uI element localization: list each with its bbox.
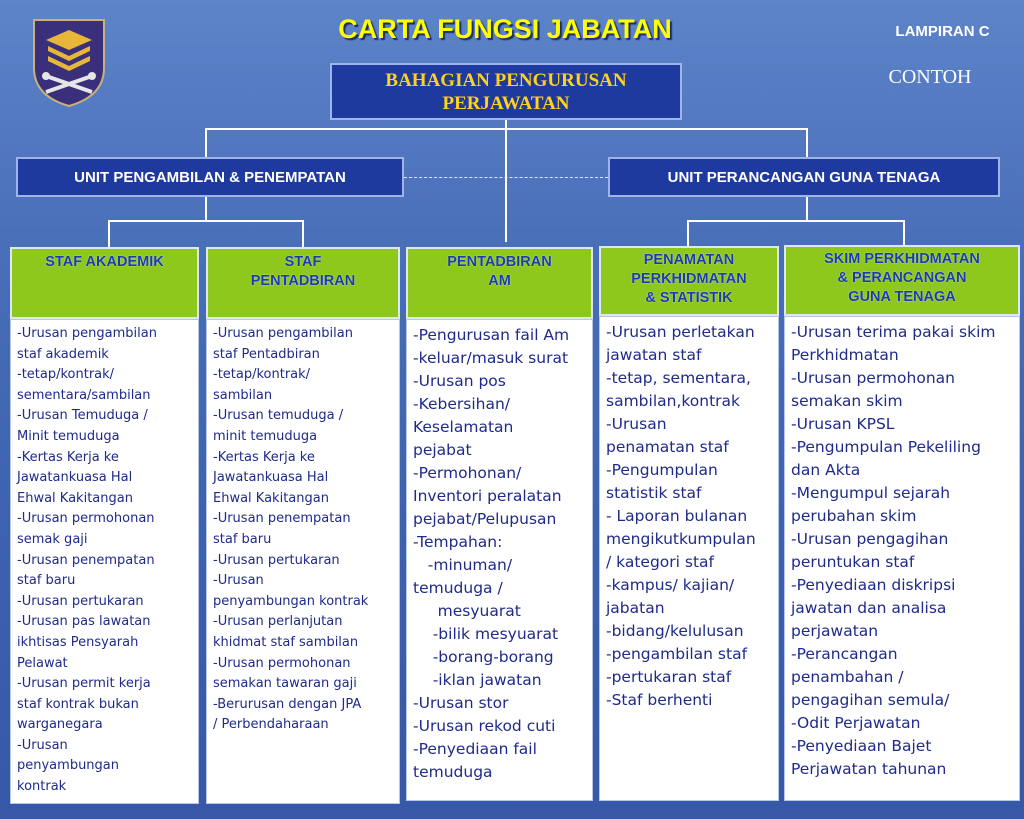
connector-right-branch bbox=[687, 220, 905, 222]
list-item: -Urusan pos bbox=[413, 372, 506, 390]
list-item: pejabat/Pelupusan bbox=[413, 510, 557, 528]
list-item: -Urusan permohonan bbox=[791, 369, 955, 387]
department-box bbox=[330, 63, 682, 120]
unit-recruitment-box: UNIT PENGAMBILAN & PENEMPATAN bbox=[16, 157, 404, 197]
header-line: AM bbox=[488, 273, 511, 289]
list-item: staf baru bbox=[17, 573, 76, 589]
header-line: & STATISTIK bbox=[645, 290, 733, 306]
list-item: -Urusan rekod cuti bbox=[413, 717, 556, 735]
connector-right-unit-down bbox=[806, 197, 808, 221]
list-item: sementara/sambilan bbox=[17, 387, 151, 403]
list-item: Perjawatan tahunan bbox=[791, 760, 947, 778]
list-item: -Permohonan/ bbox=[413, 464, 522, 482]
list-item: -tetap, sementara, bbox=[606, 369, 751, 387]
list-item: -Urusan bbox=[606, 415, 667, 433]
list-item: Minit temuduga bbox=[17, 428, 120, 444]
list-item: - Laporan bulanan bbox=[606, 507, 748, 525]
list-item: -Tempahan: bbox=[413, 533, 503, 551]
list-item: staf akademik bbox=[17, 346, 109, 362]
list-item: -Penyediaan diskripsi bbox=[791, 576, 956, 594]
list-item: -Perancangan bbox=[791, 645, 898, 663]
header-line: SKIM PERKHIDMATAN bbox=[824, 251, 980, 267]
list-item: semakan skim bbox=[791, 392, 903, 410]
list-item: penambahan / bbox=[791, 668, 904, 686]
list-item: Ehwal Kakitangan bbox=[213, 490, 329, 506]
list-item: Jawatankuasa Hal bbox=[17, 470, 133, 486]
chart-title: CARTA FUNGSI JABATAN bbox=[338, 14, 672, 44]
connector-col4 bbox=[687, 220, 689, 246]
list-item: -Kertas Kerja ke bbox=[17, 449, 119, 465]
connector-left-unit bbox=[205, 128, 207, 157]
list-item: -Urusan pengagihan bbox=[791, 530, 949, 548]
list-item: peruntukan staf bbox=[791, 553, 915, 571]
list-item: -Urusan penempatan bbox=[213, 511, 351, 527]
list-item: mengikutkumpulan bbox=[606, 530, 756, 548]
connector-left-unit-down bbox=[205, 197, 207, 221]
list-item: perjawatan bbox=[791, 622, 879, 640]
section-content-staf-pentadbiran bbox=[206, 319, 400, 804]
department-name-line2: PERJAWATAN bbox=[442, 92, 570, 114]
list-item: / kategori staf bbox=[606, 553, 715, 571]
list-item: -Urusan stor bbox=[413, 694, 509, 712]
list-item: -Penyediaan Bajet bbox=[791, 737, 932, 755]
header-line: STAF AKADEMIK bbox=[45, 254, 164, 270]
list-item: jawatan staf bbox=[606, 346, 702, 364]
section-content-pentadbiran-am bbox=[406, 319, 593, 801]
list-item: jawatan dan analisa bbox=[791, 599, 947, 617]
section-header-staf-akademik bbox=[10, 247, 199, 319]
connector-left-branch bbox=[108, 220, 304, 222]
list-item: -Urusan pengambilan bbox=[17, 326, 157, 341]
list-item: -keluar/masuk surat bbox=[413, 349, 569, 367]
section-header-pentadbiran-am bbox=[406, 247, 593, 319]
connector-col1 bbox=[108, 220, 110, 247]
list-item: Keselamatan bbox=[413, 418, 514, 436]
section-content-skim-perancangan bbox=[784, 316, 1020, 801]
list-item: -bidang/kelulusan bbox=[606, 622, 744, 640]
list-item: warganegara bbox=[17, 717, 103, 733]
list-item: -Penyediaan fail bbox=[413, 740, 537, 758]
list-item: -Pengumpulan bbox=[606, 461, 718, 479]
list-item: staf kontrak bukan bbox=[17, 696, 139, 712]
list-item: sambilan,kontrak bbox=[606, 392, 741, 410]
list-item: khidmat staf sambilan bbox=[213, 634, 359, 650]
list-item: Jawatankuasa Hal bbox=[213, 470, 329, 486]
connector-dashed-units bbox=[404, 177, 608, 178]
list-item: penyambungan bbox=[17, 758, 120, 774]
unit-manpower-planning-box: UNIT PERANCANGAN GUNA TENAGA bbox=[608, 157, 1000, 197]
list-item: semak gaji bbox=[17, 531, 88, 547]
header-line: GUNA TENAGA bbox=[848, 289, 956, 305]
list-item: -borang-borang bbox=[413, 648, 554, 666]
list-item: semakan tawaran gaji bbox=[213, 676, 357, 692]
department-name-line1: BAHAGIAN PENGURUSAN bbox=[385, 69, 627, 91]
list-item: -Mengumpul sejarah bbox=[791, 484, 951, 502]
section-header-skim-perancangan bbox=[784, 245, 1020, 316]
list-item: Ehwal Kakitangan bbox=[17, 490, 133, 506]
list-item: -pengambilan staf bbox=[606, 645, 748, 663]
list-item: -Pengumpulan Pekeliling bbox=[791, 438, 981, 456]
list-item: -Urusan penempatan bbox=[17, 552, 155, 568]
list-item: -Urusan terima pakai skim bbox=[791, 323, 996, 341]
list-item: -iklan jawatan bbox=[413, 671, 542, 689]
list-item: -Urusan KPSL bbox=[791, 415, 895, 433]
list-item: -Urusan pas lawatan bbox=[17, 614, 151, 630]
list-item: minit temuduga bbox=[213, 428, 318, 444]
list-item: -pertukaran staf bbox=[606, 668, 732, 686]
list-item: penyambungan kontrak bbox=[213, 593, 369, 609]
list-item: -tetap/kontrak/ bbox=[213, 367, 311, 383]
list-item: dan Akta bbox=[791, 461, 861, 479]
connector-col5 bbox=[903, 220, 905, 245]
list-item: pejabat bbox=[413, 441, 472, 459]
list-item: -Urusan bbox=[17, 737, 68, 753]
header-line: STAF bbox=[284, 254, 322, 270]
list-item: penamatan staf bbox=[606, 438, 729, 456]
list-item: -Urusan permohonan bbox=[17, 511, 155, 527]
list-item: -Urusan permit kerja bbox=[17, 676, 151, 692]
list-item: Pelawat bbox=[17, 655, 68, 671]
list-item: temuduga bbox=[413, 763, 493, 781]
section-header-penamatan-statistik bbox=[599, 246, 779, 316]
list-item: -tetap/kontrak/ bbox=[17, 367, 115, 383]
header-line: PERKHIDMATAN bbox=[631, 271, 747, 287]
list-item: ikhtisas Pensyarah bbox=[17, 634, 139, 650]
list-item: -Staf berhenti bbox=[606, 691, 713, 709]
list-item: -Urusan permohonan bbox=[213, 655, 351, 671]
list-item: -Odit Perjawatan bbox=[791, 714, 921, 732]
list-item: -Kertas Kerja ke bbox=[213, 449, 315, 465]
list-item: -Berurusan dengan JPA bbox=[213, 696, 362, 712]
section-content-penamatan-statistik bbox=[599, 316, 779, 801]
header-line: PENAMATAN bbox=[643, 252, 735, 268]
header-line: PENTADBIRAN bbox=[447, 254, 552, 270]
corner-label: LAMPIRAN C bbox=[895, 23, 990, 40]
list-item: sambilan bbox=[213, 387, 273, 403]
connector-right-unit bbox=[806, 128, 808, 157]
section-content-staf-akademik bbox=[10, 319, 199, 804]
university-logo bbox=[30, 16, 108, 108]
list-item: -Urusan Temuduga / bbox=[17, 408, 148, 424]
list-item: -Kebersihan/ bbox=[413, 395, 511, 413]
connector-dept-down bbox=[505, 120, 507, 242]
list-item: -Urusan perletakan bbox=[606, 323, 755, 341]
section-header-staf-pentadbiran bbox=[206, 247, 400, 319]
list-item: perubahan skim bbox=[791, 507, 917, 525]
list-item: -Urusan bbox=[213, 573, 264, 589]
list-item: mesyuarat bbox=[413, 602, 521, 620]
list-item: temuduga / bbox=[413, 579, 503, 597]
header-line: & PERANCANGAN bbox=[837, 270, 967, 286]
list-item: staf Pentadbiran bbox=[213, 346, 320, 362]
list-item: Perkhidmatan bbox=[791, 346, 899, 364]
list-item: Inventori peralatan bbox=[413, 487, 562, 505]
list-item: -Urusan pertukaran bbox=[213, 552, 340, 568]
list-item: -Pengurusan fail Am bbox=[413, 326, 570, 344]
list-item: -bilik mesyuarat bbox=[413, 625, 559, 643]
list-item: -minuman/ bbox=[413, 556, 513, 574]
list-item: jabatan bbox=[606, 599, 665, 617]
list-item: kontrak bbox=[17, 779, 67, 795]
header-line: PENTADBIRAN bbox=[250, 273, 356, 289]
list-item: -Urusan temuduga / bbox=[213, 408, 344, 424]
list-item: staf baru bbox=[213, 531, 272, 547]
connector-top-horizontal bbox=[205, 128, 808, 130]
connector-col2 bbox=[302, 220, 304, 247]
list-item: -kampus/ kajian/ bbox=[606, 576, 735, 594]
list-item: -Urusan pengambilan bbox=[213, 326, 353, 341]
list-item: -Urusan pertukaran bbox=[17, 593, 144, 609]
list-item: pengagihan semula/ bbox=[791, 691, 950, 709]
list-item: -Urusan perlanjutan bbox=[213, 614, 343, 630]
sample-label: CONTOH bbox=[888, 66, 972, 88]
list-item: / Perbendaharaan bbox=[213, 717, 329, 733]
list-item: statistik staf bbox=[606, 484, 702, 502]
